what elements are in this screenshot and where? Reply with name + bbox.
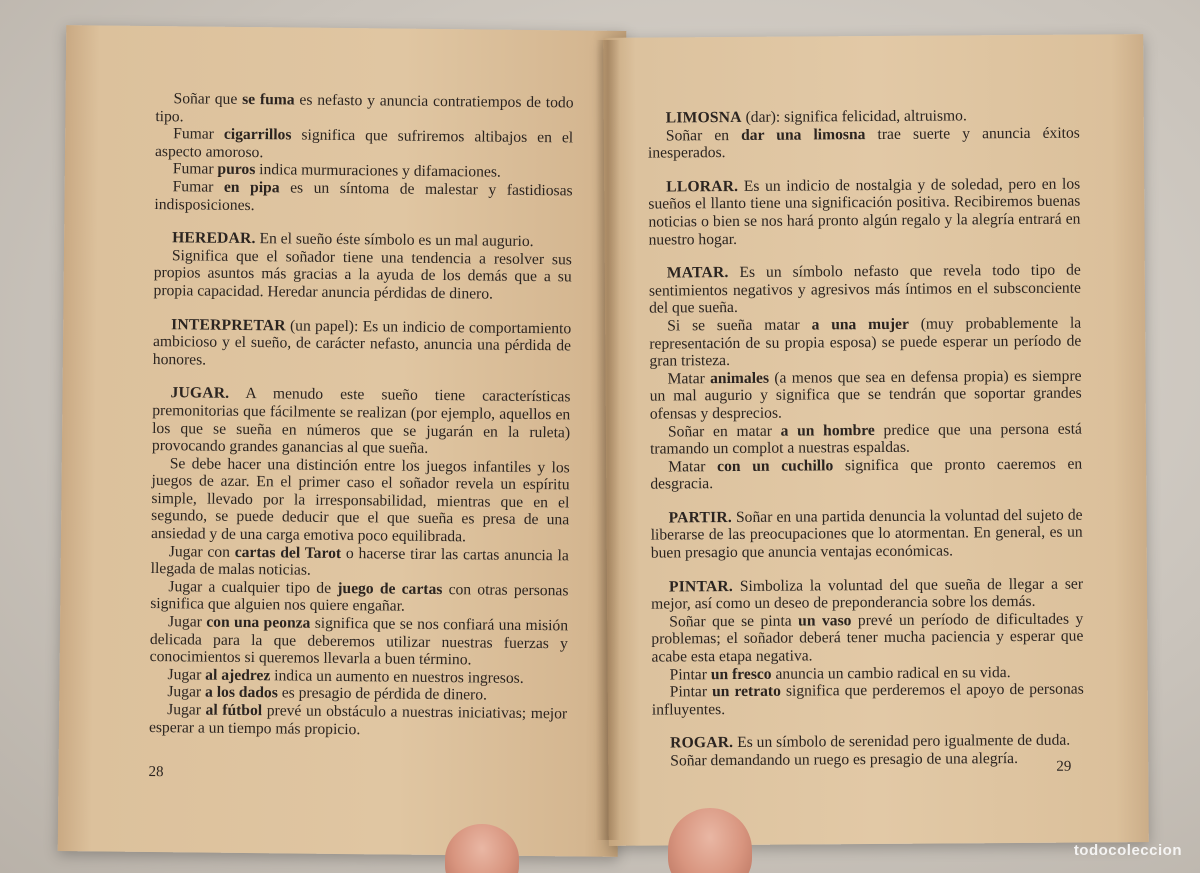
entry-paragraph	[650, 420, 1082, 458]
entry-text: Soñar en	[665, 126, 742, 145]
entry-text: Soñar que se pinta	[669, 612, 799, 631]
entry-text: Pintar	[669, 665, 711, 684]
bold-term: dar una limosna	[741, 125, 866, 144]
bold-term: puros	[217, 161, 256, 179]
entry-text: Es un símbolo nefasto que revela todo tipo de sentimientos negativos y agresivos más íntimos en el subsconciente del que sueña.	[648, 261, 1082, 317]
bold-term: animales	[710, 369, 770, 387]
entry-paragraph	[649, 315, 1081, 371]
entry-text: Significa que el soñador tiene una tendencia a resolver sus propios asuntos más gracias a la ayuda de los demás que a su propia capacidad. Heredar anuncia pérdidas de dinero.	[153, 246, 573, 303]
bold-term: juego de cartas	[337, 579, 443, 598]
bold-term: un fresco	[710, 665, 772, 683]
entry-text: Pintar	[669, 683, 713, 701]
bold-term: con un cuchillo	[717, 456, 834, 475]
bold-term: a un hombre	[780, 421, 875, 440]
page-number-right: 29	[1056, 758, 1072, 775]
entry-paragraph	[651, 610, 1083, 666]
entry-text: Jugar	[167, 665, 206, 684]
entry-paragraph	[151, 543, 569, 583]
right-page	[603, 34, 1149, 846]
entry-text: Jugar a cualquier tipo de	[168, 578, 338, 597]
entry-paragraph	[150, 578, 568, 618]
entry-text: Si se sueña matar	[667, 316, 812, 335]
page-number-left: 28	[148, 763, 164, 781]
entry-text: prevé un obstáculo a nuestras iniciativas; mejor esperar a un tiempo más propicio.	[148, 702, 568, 738]
entry-text: Soñar demandando un ruego es presagio de una alegría.	[670, 750, 1019, 770]
entry-paragraph	[149, 701, 567, 741]
entry-text: A menudo este sueño tiene características premonitorias que fácilmente se realizan (por ejemplo, aquellos en los que se sueña en números que se jugarán en la ruleta) provocando grandes ganancias al que sueña.	[151, 385, 571, 457]
entry-text: Simboliza la voluntad del que sueña de llegar a ser mejor, así como un deseo de preponderancia sobre los demás.	[651, 575, 1084, 613]
bold-term: al ajedrez	[205, 666, 271, 685]
entry-text: Soñar en una partida denuncia la voluntad del sujeto de liberarse de las preocupaciones que lo atormentan. En general, es un buen presagio que anuncia ventajas económicas.	[650, 506, 1083, 562]
entry-headword: PARTIR.	[668, 508, 732, 527]
entry-text: Jugar con	[168, 542, 235, 561]
entry-headword: HEREDAR.	[172, 229, 256, 248]
entry-headword: JUGAR.	[170, 384, 230, 403]
entry-paragraph	[650, 455, 1082, 493]
dictionary-entry	[153, 229, 572, 304]
entry-text: Jugar	[167, 701, 206, 719]
entry-text: Soñar que	[173, 90, 243, 108]
entry-paragraph	[155, 90, 573, 130]
entry-text: significa que perderemos el apoyo de personas influyentes.	[651, 680, 1084, 719]
dictionary-entry	[649, 262, 1083, 494]
entry-text: Matar	[668, 457, 718, 476]
left-page-text	[149, 90, 574, 757]
bold-term: se fuma	[242, 90, 295, 109]
dictionary-entry	[648, 175, 1080, 248]
entry-text: (un papel): Es un indicio de comportamiento ambicioso y el sueño, de carácter nefasto, anuncia una pérdida de honores.	[152, 316, 572, 369]
entry-paragraph	[652, 732, 1084, 753]
entry-paragraph	[155, 125, 573, 165]
entry-paragraph	[648, 175, 1080, 248]
bold-term: a una mujer	[811, 315, 909, 334]
entry-text: o hacerse tirar las cartas anuncia la llegada de malas noticias.	[150, 544, 569, 579]
entry-paragraph	[648, 124, 1080, 162]
bold-term: un retrato	[711, 682, 781, 701]
bold-term: cigarrillos	[223, 125, 292, 144]
dictionary-entry	[648, 107, 1080, 163]
entry-text: es presagio de pérdida de dinero.	[277, 684, 488, 704]
entry-text: Fumar	[172, 178, 225, 196]
entry-headword: ROGAR.	[670, 734, 734, 752]
entry-text: es un síntoma de malestar y fastidiosas indisposiciones.	[154, 179, 573, 214]
entry-text: significa que pronto caeremos en desgracia.	[650, 455, 1083, 493]
entry-text: Es un símbolo de serenidad pero igualmente de duda.	[733, 732, 1071, 752]
entry-text: con otras personas significa que alguien nos quiere engañar.	[150, 580, 569, 616]
entry-headword: LIMOSNA	[665, 108, 742, 127]
entry-text: indica murmuraciones y difamaciones.	[255, 161, 501, 182]
entry-text: trae suerte y anuncia éxitos inesperados.	[647, 124, 1080, 162]
entry-text: Es un indicio de nostalgia y de soledad, pero en los sueños el llanto tiene una significación positiva. Recibiremos buenas noticias o bien se nos hará pronto algún regalo y la alegría entrará en nuestro hogar.	[648, 175, 1081, 249]
right-page-text	[648, 107, 1085, 787]
entry-text: Soñar en matar	[667, 422, 781, 440]
entry-headword: MATAR.	[666, 264, 729, 282]
entry-text: (a menos que sea en defensa propia) es siempre un mal augurio y significa que se tendrán que soportar grandes ofensas y desprecios.	[649, 367, 1082, 423]
entry-headword: INTERPRETAR	[171, 315, 286, 334]
dictionary-entry	[153, 316, 572, 373]
entry-text: Fumar	[173, 125, 225, 143]
entry-paragraph	[649, 262, 1081, 318]
watermark-logo: todocoleccion	[1073, 842, 1182, 859]
entry-paragraph	[150, 613, 569, 670]
entry-text: (muy probablemente la representación de su propia esposa) se puede esperar un período de gran tristeza.	[649, 314, 1082, 370]
bold-term: con una peonza	[206, 613, 311, 632]
entry-text: Jugar	[168, 613, 207, 631]
dictionary-entry	[651, 575, 1084, 719]
dictionary-entry	[650, 506, 1082, 562]
entry-headword: LLORAR.	[666, 177, 739, 196]
entry-text: En el sueño éste símbolo es un mal augurio.	[255, 230, 534, 251]
bold-term: un vaso	[798, 612, 852, 630]
dictionary-entry	[652, 732, 1084, 770]
entry-paragraph	[153, 316, 572, 373]
entry-text: prevé un período de dificultades y problemas; el soñador deberá tener mucha paciencia y esperar que acabe esta etapa negativa.	[651, 610, 1084, 666]
entry-text: significa que se nos confiará una misión delicada para la que deberemos utilizar nuestras fuerzas y conocimientos si queremos llevarla a buen término.	[149, 614, 569, 669]
left-page	[58, 25, 627, 857]
entry-paragraph	[154, 178, 572, 218]
entry-text: indica un aumento en nuestros ingresos.	[270, 667, 524, 687]
entry-paragraph	[153, 247, 572, 304]
bold-term: al fútbol	[205, 701, 263, 720]
entry-text: predice que una persona está tramando un complot a nuestras espaldas.	[649, 420, 1082, 458]
entry-paragraph	[152, 384, 571, 459]
entry-paragraph	[650, 506, 1082, 562]
entry-paragraph	[652, 681, 1084, 719]
bold-term: en pipa	[223, 178, 280, 197]
entry-paragraph	[651, 575, 1083, 613]
bold-term: a los dados	[204, 683, 278, 702]
dictionary-entry	[149, 384, 571, 740]
entry-text: Fumar	[172, 160, 218, 179]
entry-text: Matar	[667, 369, 711, 388]
entry-headword: PINTAR.	[668, 577, 733, 596]
book-gutter	[596, 40, 620, 840]
entry-text: Jugar	[167, 683, 206, 701]
entry-paragraph	[652, 750, 1084, 771]
entry-text: significa que sufriremos altibajos en el aspecto amoroso.	[154, 126, 574, 161]
entry-text: es nefasto y anuncia contratiempos de todo tipo.	[155, 91, 574, 125]
entry-text: anuncia un cambio radical en su vida.	[771, 663, 1011, 683]
entry-paragraph	[151, 455, 570, 547]
entry-text: Se debe hacer una distinción entre los juegos infantiles y los juegos de azar. En el primer caso el soñador revela un espíritu simple, llevado por la irresponsabilidad, mientras que en el segundo, se puede deducir que el que sueña es presa de una ansiedad y de una carga emotiva poco equilibrada.	[150, 454, 570, 546]
entry-paragraph	[650, 367, 1082, 423]
bold-term: cartas del Tarot	[234, 543, 342, 562]
dictionary-entry	[154, 90, 573, 218]
entry-text: (dar): significa felicidad, altruismo.	[741, 107, 967, 126]
